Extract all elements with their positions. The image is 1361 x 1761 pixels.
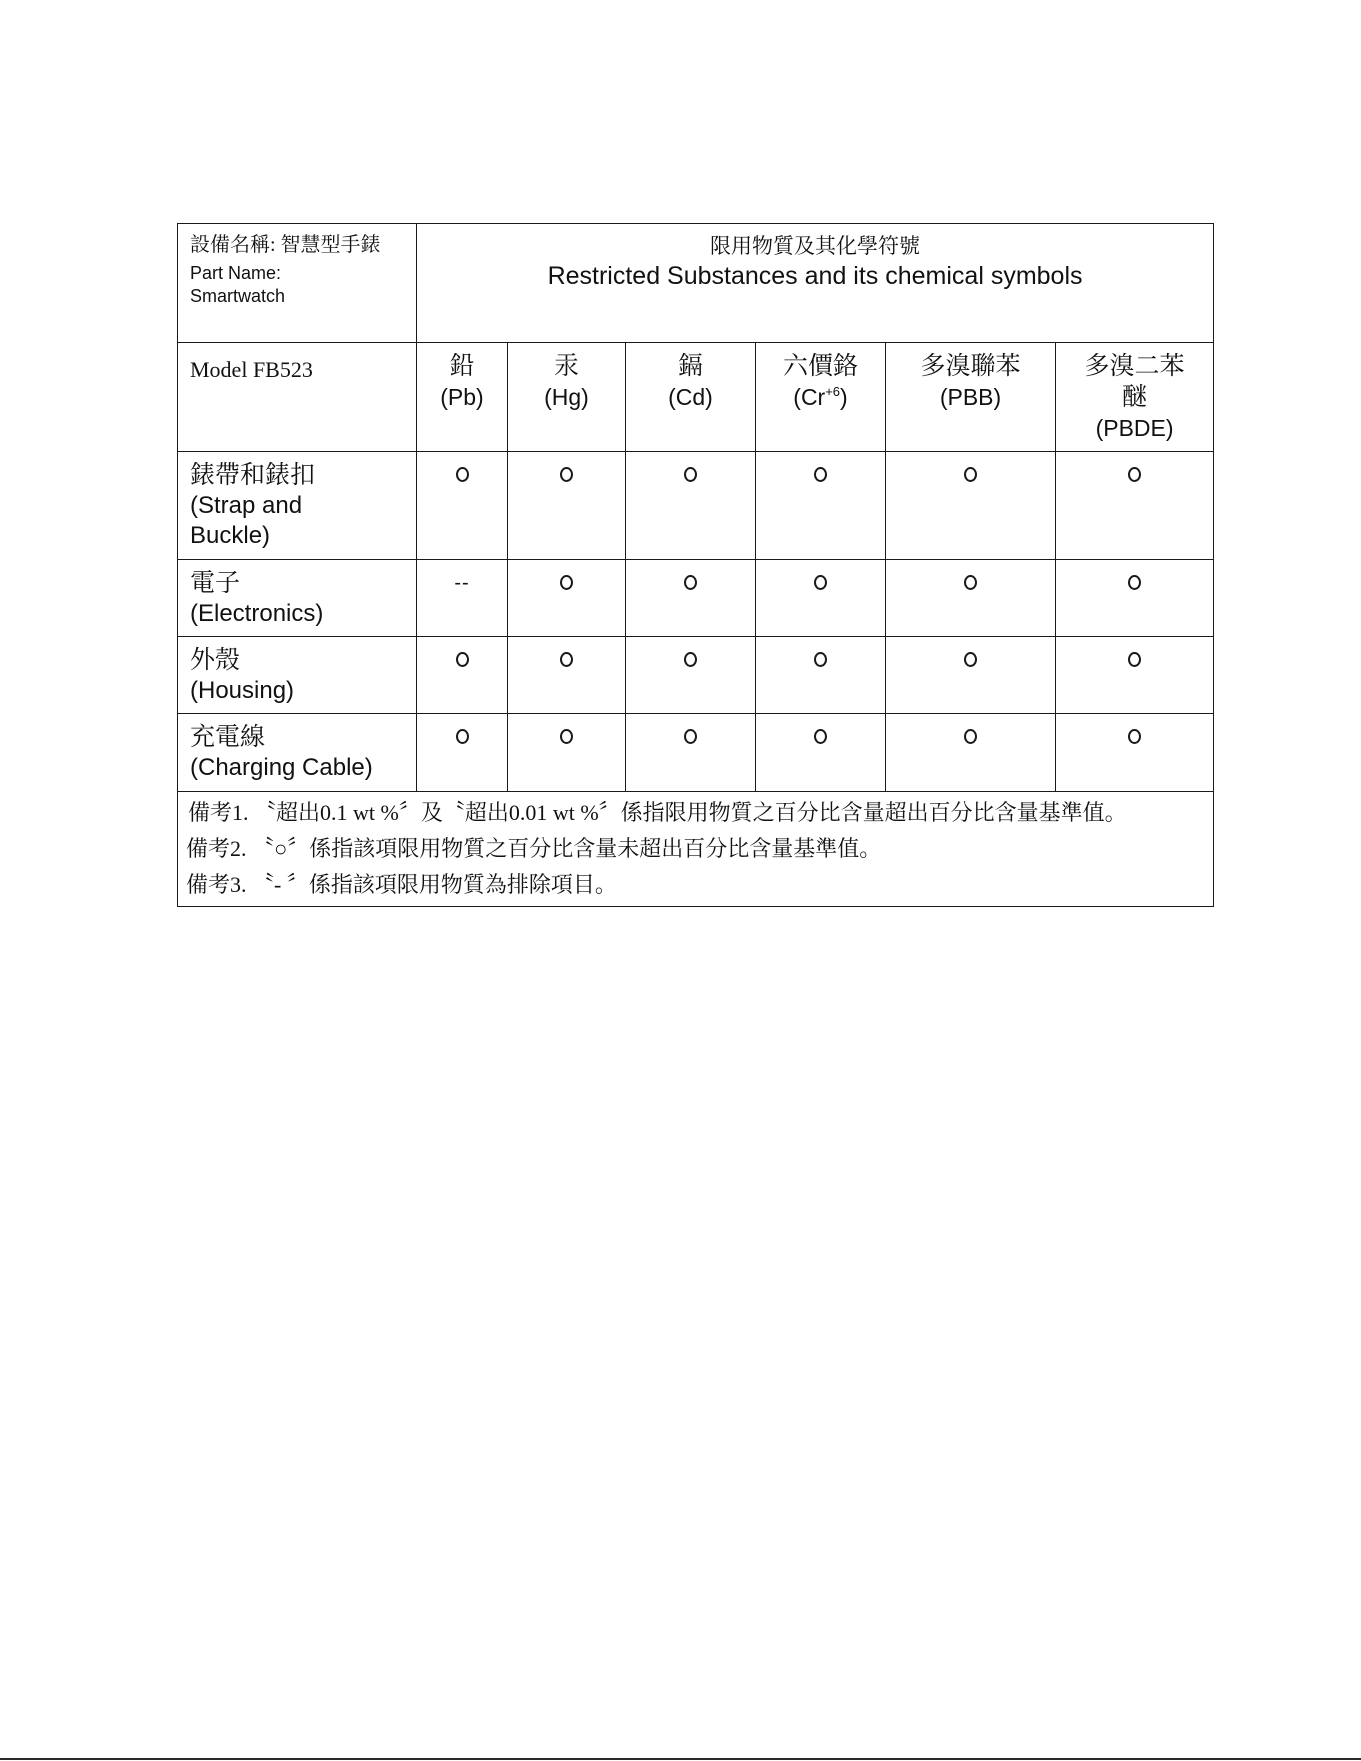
compliant-mark xyxy=(1128,729,1141,744)
table-row xyxy=(178,452,1214,560)
mark-cell xyxy=(886,560,1056,637)
component-name-en-line2: Buckle) xyxy=(190,522,271,549)
substance-symbol xyxy=(756,382,885,412)
substance-name-zh: 多溴二苯 xyxy=(1084,353,1185,380)
component-name-zh: 外殼 xyxy=(190,647,241,674)
component-label-housing xyxy=(178,637,417,714)
compliant-mark xyxy=(560,652,573,667)
mark-cell xyxy=(756,452,886,560)
compliant-mark xyxy=(964,729,977,744)
component-name-en: (Strap and xyxy=(190,492,303,519)
table-header-row xyxy=(178,224,1214,343)
compliant-mark xyxy=(560,467,573,482)
compliant-mark xyxy=(456,652,469,667)
compliant-mark xyxy=(456,729,469,744)
component-name-en: (Charging Cable) xyxy=(190,754,373,781)
component-name-zh: 電子 xyxy=(190,570,241,597)
substance-header-hg xyxy=(508,343,626,452)
substance-symbol: (PBDE) xyxy=(1095,415,1174,441)
substance-header-pbde xyxy=(1056,343,1214,452)
mark-cell xyxy=(886,714,1056,792)
notes-cell xyxy=(178,792,1214,907)
substance-name-zh: 鉛 xyxy=(449,353,475,380)
substance-header-cr6 xyxy=(756,343,886,452)
part-name-label: Part Name: xyxy=(190,263,282,283)
table-row xyxy=(178,560,1214,637)
mark-cell xyxy=(626,714,756,792)
compliant-mark xyxy=(1128,575,1141,590)
mark-cell xyxy=(417,452,508,560)
compliant-mark xyxy=(1128,652,1141,667)
compliant-mark xyxy=(964,652,977,667)
page-bottom-rule xyxy=(0,1758,1361,1760)
mark-cell xyxy=(508,637,626,714)
notes-row xyxy=(178,792,1214,907)
symbol-superscript: +6 xyxy=(825,384,841,399)
model-label: Model FB523 xyxy=(178,343,417,452)
compliant-mark xyxy=(964,467,977,482)
component-name-en: (Electronics) xyxy=(190,600,324,627)
mark-cell xyxy=(626,637,756,714)
substance-symbol: (PBB) xyxy=(939,384,1002,410)
component-label-electronics xyxy=(178,560,417,637)
component-label-strap xyxy=(178,452,417,560)
mark-cell xyxy=(1056,637,1214,714)
mark-cell xyxy=(508,452,626,560)
part-name-cell xyxy=(178,224,417,343)
compliant-mark xyxy=(684,467,697,482)
compliant-mark xyxy=(684,575,697,590)
substance-name-zh: 鎘 xyxy=(677,353,703,380)
substance-name-zh: 六價鉻 xyxy=(782,353,858,380)
component-name-en: (Housing) xyxy=(190,677,295,704)
compliant-mark xyxy=(964,575,977,590)
note-2: 備考2. 〝○〞係指該項限用物質之百分比含量未超出百分比含量基準值。 xyxy=(186,836,882,861)
mark-cell xyxy=(417,714,508,792)
component-name-zh: 錶帶和錶扣 xyxy=(190,462,316,489)
compliant-mark xyxy=(684,729,697,744)
device-name-label: 設備名稱: 智慧型手錶 xyxy=(190,234,381,256)
symbol-base: (Cr xyxy=(793,384,826,410)
mark-cell xyxy=(417,637,508,714)
compliant-mark xyxy=(684,652,697,667)
compliant-mark xyxy=(814,467,827,482)
mark-cell xyxy=(626,560,756,637)
substance-name-zh: 多溴聯苯 xyxy=(920,353,1021,380)
mark-cell xyxy=(756,714,886,792)
mark-cell xyxy=(417,560,508,637)
substance-header-pb xyxy=(417,343,508,452)
compliant-mark xyxy=(814,575,827,590)
compliant-mark xyxy=(456,467,469,482)
table-title-en: Restricted Substances and its chemical symbols xyxy=(547,262,1083,290)
restricted-substances-table xyxy=(177,223,1214,907)
mark-cell xyxy=(756,560,886,637)
mark-cell xyxy=(1056,714,1214,792)
compliant-mark xyxy=(1128,467,1141,482)
substance-symbol: (Pb) xyxy=(440,384,484,410)
exempt-mark: -- xyxy=(454,572,470,594)
substance-header-pbb xyxy=(886,343,1056,452)
substance-symbol: (Cd) xyxy=(668,384,713,410)
part-name-value: Smartwatch xyxy=(190,286,286,306)
substance-name-zh: 汞 xyxy=(553,353,579,380)
mark-cell xyxy=(508,560,626,637)
table-row xyxy=(178,637,1214,714)
note-1: 備考1. 〝超出0.1 wt %〞及〝超出0.01 wt %〞係指限用物質之百分比含量超出百分比含量基準值。 xyxy=(188,800,1127,825)
component-label-charging-cable xyxy=(178,714,417,792)
symbol-end: ) xyxy=(840,384,848,410)
substance-symbol: (Hg) xyxy=(544,384,589,410)
mark-cell xyxy=(508,714,626,792)
table-title-zh: 限用物質及其化學符號 xyxy=(710,234,921,258)
note-3: 備考3. 〝- 〞係指該項限用物質為排除項目。 xyxy=(186,872,617,897)
compliant-mark xyxy=(814,652,827,667)
mark-cell xyxy=(756,637,886,714)
substance-name-zh-line2: 醚 xyxy=(1122,384,1148,411)
mark-cell xyxy=(886,637,1056,714)
compliant-mark xyxy=(560,575,573,590)
mark-cell xyxy=(626,452,756,560)
compliant-mark xyxy=(814,729,827,744)
table-title-cell xyxy=(417,224,1214,343)
substance-header-cd xyxy=(626,343,756,452)
mark-cell xyxy=(1056,560,1214,637)
table-row xyxy=(178,714,1214,792)
component-name-zh: 充電線 xyxy=(190,724,266,751)
mark-cell xyxy=(1056,452,1214,560)
substance-header-row xyxy=(178,343,1214,452)
mark-cell xyxy=(886,452,1056,560)
compliant-mark xyxy=(560,729,573,744)
